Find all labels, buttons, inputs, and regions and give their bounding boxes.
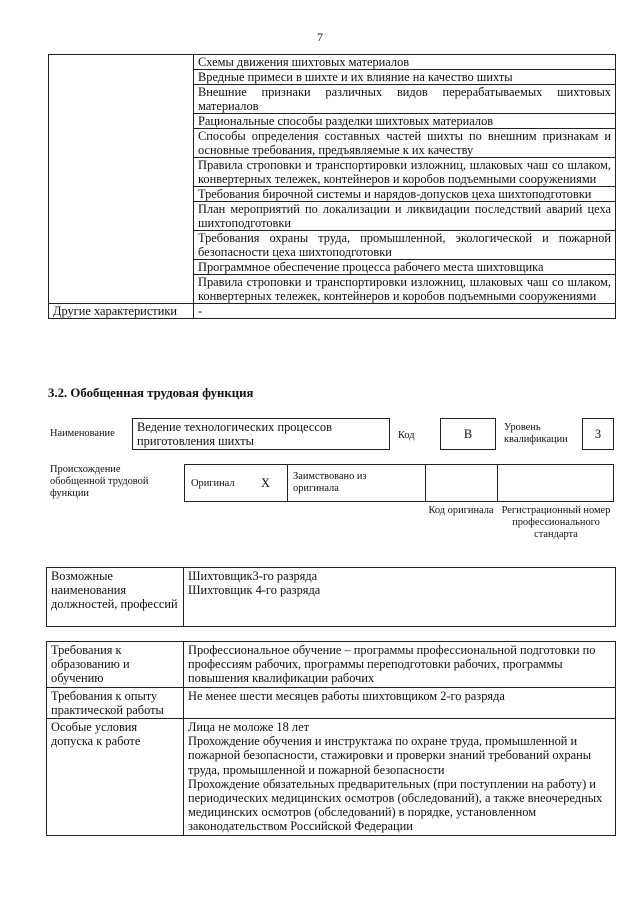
table-row	[47, 568, 616, 627]
page-number: 7	[317, 30, 323, 44]
positions-label: Возможные наименования должностей, профессий	[47, 568, 184, 627]
table-row	[49, 55, 616, 70]
function-name-value: Ведение технологических процессов приготовления шихты	[137, 420, 332, 448]
code-label: Код	[398, 430, 415, 441]
code-box	[440, 418, 496, 450]
code-original-caption: Код оригинала	[428, 505, 494, 516]
positions-values	[184, 568, 616, 627]
table-row	[47, 719, 616, 836]
divider	[287, 465, 288, 501]
level-box	[582, 418, 614, 450]
table-cell: Правила строповки и транспортировки изложниц, шлаковых чаш со шлаком, конвертерных тележек, контейнеров и коробов подъемными сооружениями	[194, 275, 616, 304]
position-item: Шихтовщик 4-го разряда	[188, 583, 321, 598]
table-cell: Правила строповки и транспортировки изложниц, шлаковых чаш со шлаком, конвертерных тележек, контейнеров и коробов подъемными сооружениями	[194, 158, 616, 187]
table-cell: Схемы движения шихтовых материалов	[194, 55, 616, 70]
table-cell: Требования охраны труда, промышленной, экологической и пожарной безопасности цеха шихтоподготовки	[194, 231, 616, 260]
other-characteristics-value: -	[194, 304, 616, 319]
table-cell: Вредные примеси в шихте и их влияние на качество шихты	[194, 70, 616, 85]
table-row	[47, 687, 616, 718]
requirements-table	[46, 641, 616, 836]
code-value: B	[463, 427, 473, 441]
knowledge-table	[48, 54, 616, 319]
experience-value	[184, 687, 616, 718]
table-cell: Требования бирочной системы и нарядов-допусков цеха шихтоподготовки	[194, 187, 616, 202]
education-value	[184, 642, 616, 688]
special-conditions-value	[184, 719, 616, 836]
table-cell: План мероприятий по локализации и ликвидации последствий аварий цеха шихтоподготовки	[194, 202, 616, 231]
experience-label: Требования к опыту практической работы	[47, 687, 184, 718]
level-value: 3	[594, 427, 602, 441]
requirement-line: Прохождение обязательных предварительных (при поступлении на работу) и периодических медицинских осмотров (обследований), а также внеочередных медицинских осмотров (обследований) в порядке, установленном законодательством Российской Федерации	[188, 776, 603, 834]
position-item: Шихтовщик3-го разряда	[188, 569, 318, 583]
table-cell: Программное обеспечение процесса рабочего места шихтовщика	[194, 260, 616, 275]
requirement-line: Не менее шести месяцев работы шихтовщиком 2-го разряда	[188, 688, 505, 703]
name-label: Наименование	[50, 428, 115, 439]
other-characteristics-label: Другие характеристики	[49, 304, 194, 319]
table-cell: Внешние признаки различных видов перерабатываемых шихтовых материалов	[194, 85, 616, 114]
section-heading: 3.2. Обобщенная трудовая функция	[48, 386, 254, 400]
divider	[425, 465, 426, 501]
divider	[497, 465, 498, 501]
table-cell: Рациональные способы разделки шихтовых материалов	[194, 114, 616, 129]
original-label: Оригинал	[191, 478, 235, 489]
origin-table	[184, 464, 614, 502]
empty-label-cell	[49, 55, 194, 304]
requirement-line: Профессиональное обучение – программы профессиональной подготовки по профессиям рабочих, программы переподготовки рабочих, программы повышения квалификации рабочих	[188, 643, 596, 686]
original-mark: X	[261, 476, 270, 490]
origin-label: Происхождение обобщенной трудовой функции	[50, 464, 149, 499]
function-name-box	[132, 418, 390, 450]
table-cell: Способы определения составных частей шихты по внешним признакам и основные требования, предъявляемые к их качеству	[194, 129, 616, 158]
borrowed-label: Заимствовано из оригинала	[293, 471, 367, 494]
requirement-line: Прохождение обучения и инструктажа по охране труда, промышленной и пожарной безопасности, стажировки и проверки знаний требований охраны труда, промышленной и пожарной безопасности	[188, 734, 592, 777]
level-label: Уровень квалификации	[504, 422, 568, 445]
positions-table	[46, 567, 616, 627]
requirement-line: Лица не моложе 18 лет	[188, 720, 310, 735]
special-conditions-label: Особые условия допуска к работе	[47, 719, 184, 836]
table-row	[47, 642, 616, 688]
education-label: Требования к образованию и обучению	[47, 642, 184, 688]
table-row	[49, 304, 616, 319]
reg-number-caption: Регистрационный номер профессионального стандарта	[501, 505, 611, 540]
